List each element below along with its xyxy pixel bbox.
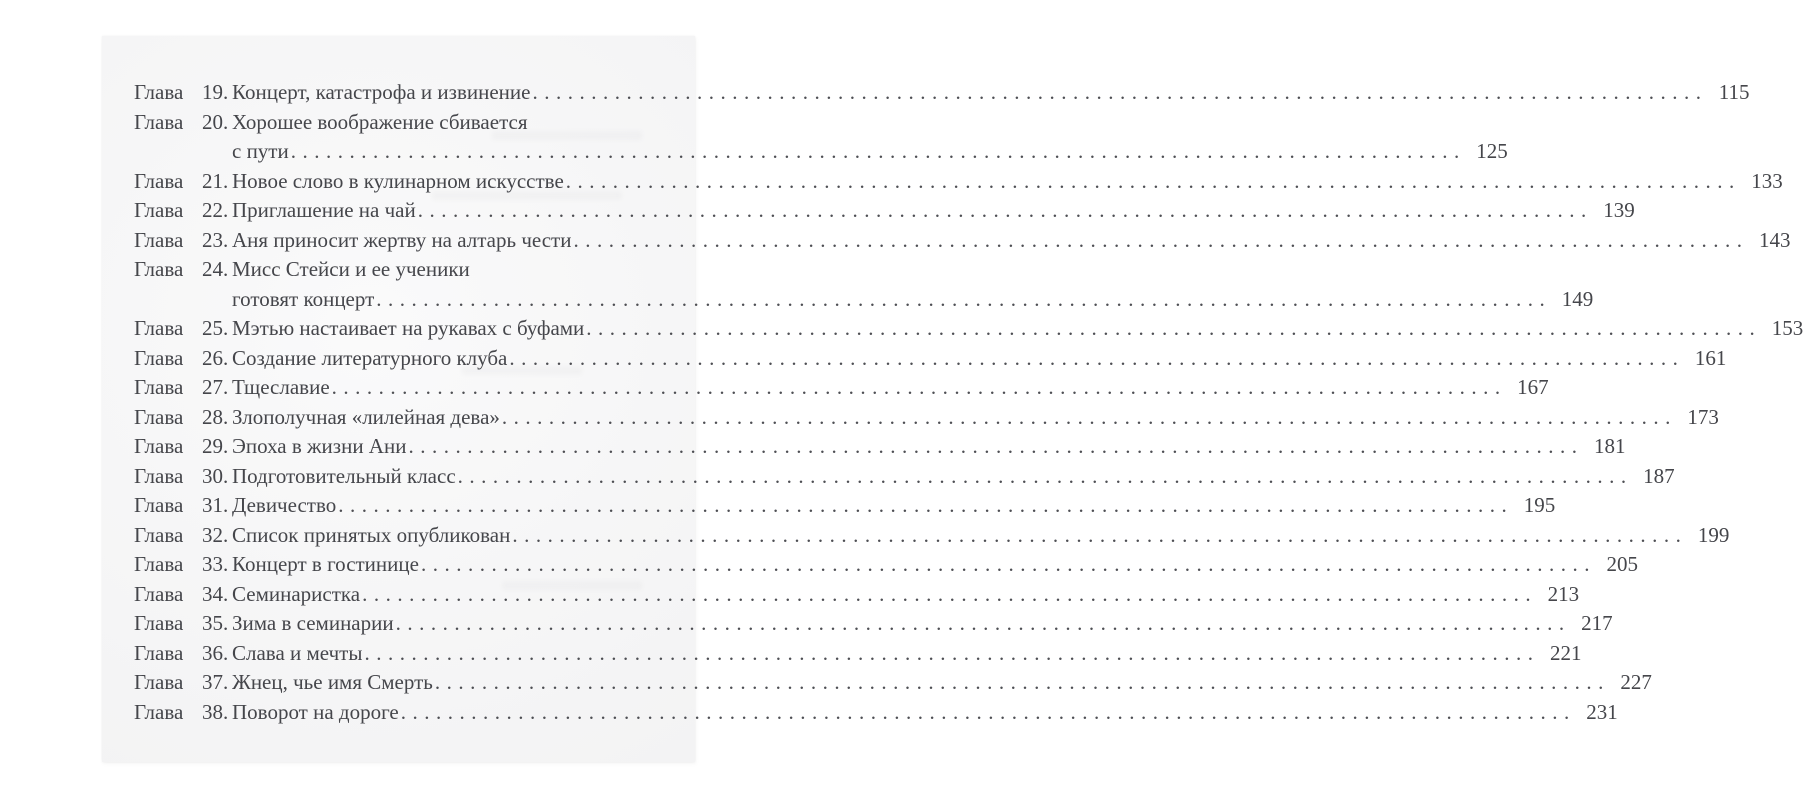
- toc-entry: [134, 108, 1508, 167]
- dot-leader: [509, 344, 1684, 374]
- dot-leader: [502, 403, 1677, 433]
- chapter-title-block: [232, 314, 1803, 344]
- dot-leader: [566, 167, 1741, 197]
- page-number: 125: [1476, 139, 1508, 163]
- chapter-title-block: [232, 108, 1508, 167]
- chapter-title-line: [232, 668, 1652, 698]
- page-number: 205: [1606, 552, 1638, 576]
- chapter-title-line: [232, 226, 1790, 256]
- chapter-title-line: [232, 137, 1508, 167]
- chapter-number: 32.: [202, 522, 229, 547]
- chapter-title-block: [232, 668, 1652, 698]
- chapter-title-line: [232, 432, 1625, 462]
- chapter-title-block: [232, 462, 1675, 492]
- dot-leader: [396, 609, 1571, 639]
- chapter-number: 19.: [202, 80, 229, 104]
- chapter-title-block: [232, 403, 1719, 433]
- dot-leader: [338, 491, 1513, 521]
- chapter-label: Глава: [134, 109, 184, 134]
- chapter-title-line: [232, 580, 1579, 610]
- chapter-label: Глава: [134, 522, 184, 547]
- page-number: 143: [1758, 227, 1791, 252]
- toc-entry: [134, 78, 1750, 108]
- chapter-title-block: [232, 167, 1783, 197]
- chapter-title-block: [232, 432, 1625, 462]
- toc-entry: [134, 550, 1638, 580]
- chapter-title-text: Тщеславие: [232, 375, 330, 399]
- chapter-title-text: Концерт в гостинице: [232, 552, 419, 576]
- chapter-title-line: [232, 285, 1593, 315]
- toc-entry: [134, 432, 1626, 462]
- dot-leader: [512, 521, 1687, 551]
- chapter-number: 35.: [202, 611, 229, 635]
- chapter-number: 25.: [202, 316, 229, 340]
- chapter-label: Глава: [134, 316, 184, 340]
- chapter-label: Глава: [134, 80, 184, 104]
- page-number: 139: [1603, 198, 1635, 222]
- dot-leader: [364, 639, 1539, 669]
- page-number: 149: [1561, 286, 1594, 311]
- chapter-title-line: [232, 550, 1638, 580]
- page-number: 173: [1687, 404, 1719, 429]
- chapter-title-block: [232, 609, 1613, 639]
- chapter-title-block: [232, 255, 1593, 314]
- chapter-title-block: [232, 196, 1635, 226]
- chapter-number: 23.: [202, 227, 229, 252]
- chapter-title-block: [232, 344, 1726, 374]
- toc-entry: [134, 462, 1675, 492]
- toc-entry: [134, 639, 1582, 669]
- page-number: 231: [1586, 699, 1618, 724]
- book-page: [102, 36, 1803, 762]
- dot-leader: [332, 373, 1507, 403]
- chapter-title-line: [232, 78, 1749, 108]
- toc-entry: [134, 196, 1635, 226]
- chapter-label: Глава: [134, 493, 184, 517]
- chapter-label: Глава: [134, 640, 184, 665]
- page-number: 217: [1581, 611, 1613, 635]
- page-number: 153: [1771, 316, 1803, 340]
- chapter-title-line: [232, 609, 1613, 639]
- chapter-title-text: Слава и мечты: [232, 640, 363, 665]
- chapter-title-line: [232, 344, 1726, 374]
- chapter-title-text: Зима в семинарии: [232, 611, 394, 635]
- chapter-title-line: [232, 196, 1635, 226]
- chapter-title-block: [232, 78, 1749, 108]
- chapter-title-block: [232, 521, 1729, 551]
- chapter-number: 20.: [202, 109, 229, 134]
- chapter-number: 21.: [202, 168, 229, 193]
- chapter-number: 28.: [202, 404, 229, 429]
- chapter-number: 37.: [202, 670, 229, 694]
- toc-list: [102, 36, 1803, 727]
- chapter-label: Глава: [134, 198, 184, 222]
- toc-entry: [134, 255, 1594, 314]
- chapter-title-line: [232, 521, 1729, 551]
- toc-entry: [134, 580, 1580, 610]
- chapter-title-block: [232, 373, 1549, 403]
- chapter-number: 26.: [202, 345, 229, 370]
- chapter-title-block: [232, 226, 1790, 256]
- chapter-number: 38.: [202, 699, 229, 724]
- chapter-title-block: [232, 698, 1618, 728]
- page-number: 195: [1523, 493, 1556, 517]
- chapter-label: Глава: [134, 345, 184, 370]
- chapter-title-line: [232, 698, 1618, 728]
- chapter-title-block: [232, 580, 1579, 610]
- dot-leader: [586, 314, 1761, 344]
- dot-leader: [573, 226, 1748, 256]
- chapter-title-text: с пути: [232, 139, 289, 163]
- chapter-label: Глава: [134, 611, 184, 635]
- page-number: 213: [1547, 581, 1580, 606]
- toc-entry: [134, 314, 1803, 344]
- chapter-label: Глава: [134, 699, 184, 724]
- chapter-title-block: [232, 491, 1555, 521]
- chapter-title-text: готовят концерт: [232, 286, 375, 311]
- toc-entry: [134, 344, 1727, 374]
- toc-entry: [134, 226, 1791, 256]
- chapter-title-text: Мисс Стейси и ее ученики: [232, 257, 470, 281]
- dot-leader: [291, 137, 1466, 167]
- dot-leader: [418, 196, 1593, 226]
- toc-entry: [134, 521, 1730, 551]
- chapter-title-text: Поворот на дороге: [232, 699, 399, 724]
- chapter-title-text: Семинаристка: [232, 581, 361, 606]
- chapter-title-text: Подготовительный класс: [232, 463, 456, 488]
- dot-leader: [408, 432, 1583, 462]
- chapter-title-line: [232, 255, 1593, 285]
- chapter-title-line: [232, 167, 1783, 197]
- chapter-label: Глава: [134, 168, 184, 193]
- chapter-label: Глава: [134, 404, 184, 429]
- chapter-title-block: [232, 550, 1638, 580]
- toc-entry: [134, 373, 1549, 403]
- chapter-title-text: Приглашение на чай: [232, 198, 416, 222]
- chapter-title-line: [232, 491, 1555, 521]
- toc-entry: [134, 668, 1652, 698]
- toc-entry: [134, 403, 1719, 433]
- chapter-label: Глава: [134, 670, 184, 694]
- chapter-label: Глава: [134, 581, 184, 606]
- chapter-number: 33.: [202, 552, 229, 576]
- dot-leader: [376, 285, 1551, 315]
- chapter-title-text: Список принятых опубликован: [232, 522, 511, 547]
- dot-leader: [435, 668, 1610, 698]
- chapter-label: Глава: [134, 257, 184, 281]
- page-number: 167: [1517, 375, 1549, 399]
- chapter-number: 29.: [202, 434, 229, 458]
- chapter-title-block: [232, 639, 1581, 669]
- chapter-label: Глава: [134, 434, 184, 458]
- toc-entry: [134, 609, 1613, 639]
- page-number: 181: [1593, 434, 1626, 458]
- page-number: 227: [1620, 670, 1652, 694]
- chapter-number: 34.: [202, 581, 229, 606]
- page-number: 187: [1643, 463, 1675, 488]
- chapter-number: 30.: [202, 463, 229, 488]
- chapter-title-line: [232, 462, 1675, 492]
- chapter-title-text: Девичество: [232, 493, 337, 517]
- chapter-title-text: Хорошее воображение сбивается: [232, 109, 528, 134]
- chapter-number: 24.: [202, 257, 229, 281]
- chapter-label: Глава: [134, 552, 184, 576]
- toc-entry: [134, 698, 1618, 728]
- page-number: 161: [1694, 345, 1727, 370]
- chapter-number: 36.: [202, 640, 229, 665]
- chapter-label: Глава: [134, 463, 184, 488]
- chapter-number: 22.: [202, 198, 229, 222]
- chapter-title-line: [232, 639, 1581, 669]
- chapter-title-text: Злополучная «лилейная дева»: [232, 404, 500, 429]
- chapter-title-text: Концерт, катастрофа и извинение: [232, 80, 531, 104]
- page-number: 199: [1697, 522, 1730, 547]
- page-number: 133: [1751, 168, 1783, 193]
- chapter-label: Глава: [134, 227, 184, 252]
- dot-leader: [458, 462, 1633, 492]
- chapter-title-line: [232, 373, 1549, 403]
- toc-entry: [134, 167, 1783, 197]
- chapter-title-text: Мэтью настаивает на рукавах с буфами: [232, 316, 585, 340]
- toc-entry: [134, 491, 1556, 521]
- dot-leader: [401, 698, 1576, 728]
- dot-leader: [532, 78, 1707, 108]
- chapter-title-line: [232, 108, 1508, 138]
- chapter-title-text: Аня приносит жертву на алтарь чести: [232, 227, 572, 252]
- chapter-number: 31.: [202, 493, 229, 517]
- chapter-title-line: [232, 403, 1719, 433]
- chapter-title-line: [232, 314, 1803, 344]
- chapter-number: 27.: [202, 375, 229, 399]
- chapter-label: Глава: [134, 375, 184, 399]
- page-number: 115: [1718, 80, 1750, 104]
- dot-leader: [362, 580, 1537, 610]
- chapter-title-text: Новое слово в кулинарном искусстве: [232, 168, 564, 193]
- page-number: 221: [1549, 640, 1582, 665]
- chapter-title-text: Эпоха в жизни Ани: [232, 434, 407, 458]
- dot-leader: [421, 550, 1596, 580]
- chapter-title-text: Жнец, чье имя Смерть: [232, 670, 433, 694]
- chapter-title-text: Создание литературного клуба: [232, 345, 508, 370]
